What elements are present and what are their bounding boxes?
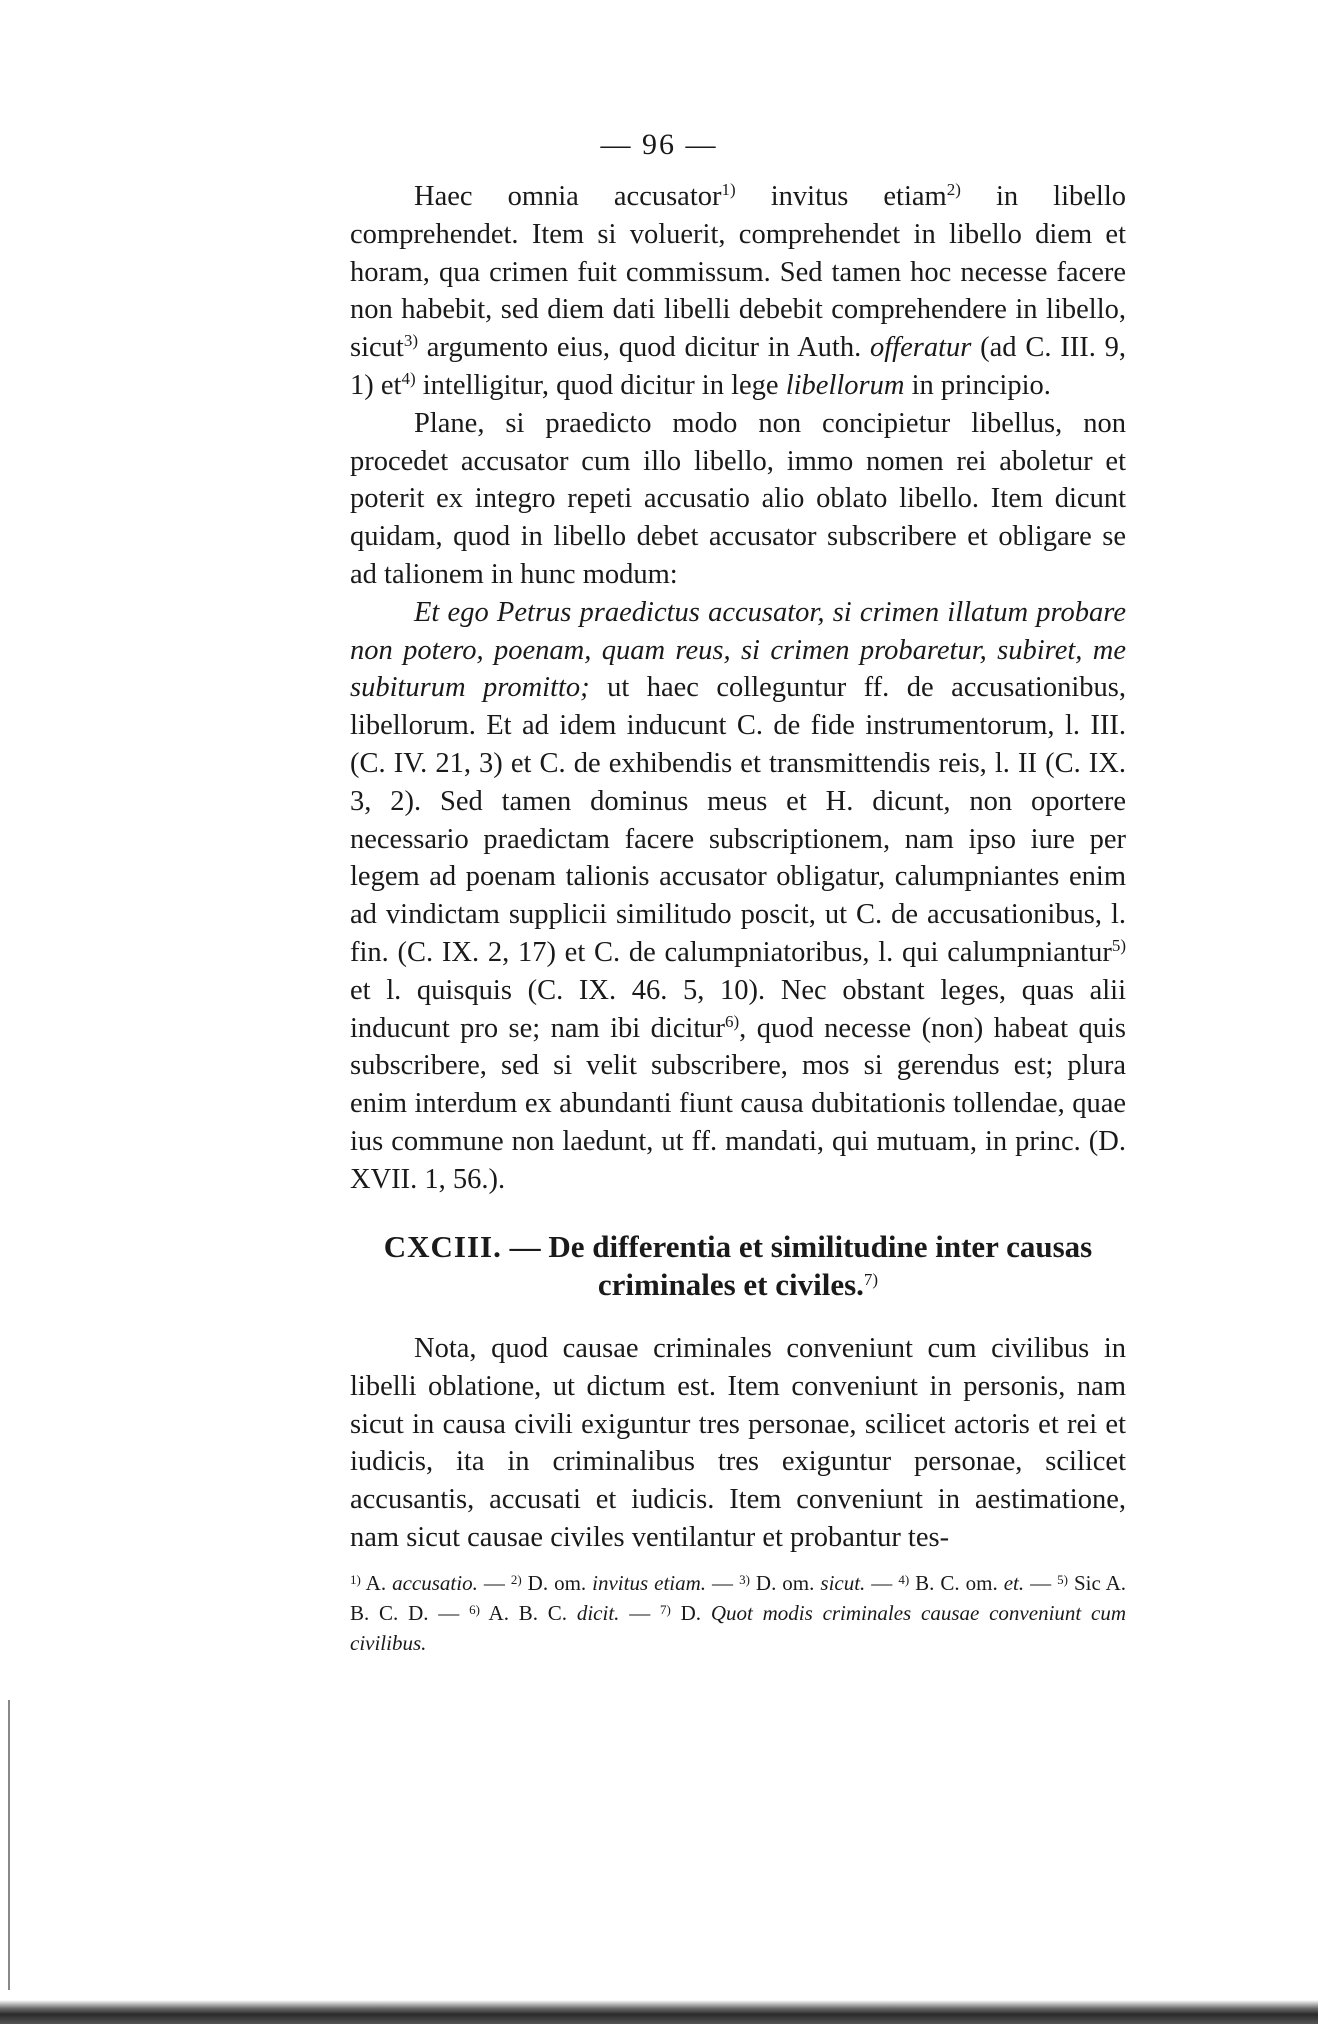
p3-text-2: et l. quisquis (C. IX. 46. 5, 10). Nec obstant leges, quas alii inducunt pro se; nam ibi dicitur: [350, 974, 1126, 1044]
p1-text-3: in libello comprehendet. Item si voluerit, comprehendet in libello diem et horam, qua crimen fuit commissum. Sed tamen hoc necesse facere non habebit, sed diem dati libelli debebit comprehendere in libello, sicut: [350, 181, 1126, 364]
scan-edge-bottom: [0, 2000, 1318, 2024]
footnote-4-text: B. C. om.: [909, 1571, 1004, 1595]
footnote-3-text: D. om.: [749, 1571, 821, 1595]
footnote-ref-7: 7): [863, 1270, 879, 1289]
p2-text-1: Plane, si praedicto modo non concipietur libellus, non procedet accusator cum illo libello, immo nomen rei aboletur et poterit ex integro repeti accusatio alio oblato libello. Item dicunt quidam, quod in libello debet accusator subscribere et obligare se ad talionem in hunc modum:: [350, 407, 1126, 590]
footnote-ref-6: 6): [725, 1011, 740, 1031]
p1-text-4: argumento eius, quod dicitur in Auth.: [418, 332, 871, 364]
footnote-4-sep: —: [1024, 1571, 1058, 1595]
footnote-3-italic: sicut.: [820, 1571, 866, 1595]
footnote-6-italic: dicit.: [576, 1601, 620, 1625]
footnote-5-text: Sic A. B. C. D. —: [350, 1571, 1127, 1625]
p1-text-5: (ad C. III. 9, 1) et: [350, 332, 1126, 401]
footnote-mark-3: 3): [739, 1572, 750, 1587]
footnote-2-italic: invitus etiam.: [592, 1571, 707, 1595]
section-dash: —: [501, 1229, 549, 1264]
section-text: [350, 1330, 1126, 1557]
footnote-ref-4: 4): [401, 368, 416, 388]
footnote-ref-5: 5): [1111, 935, 1126, 955]
footnote-mark-2: 2): [510, 1572, 522, 1587]
footnote-ref-1: 1): [721, 180, 736, 199]
footnote-ref-3: 3): [403, 331, 418, 351]
footnote-3-sep: —: [865, 1571, 899, 1595]
p1-text-2: invitus etiam: [735, 181, 947, 212]
paragraph-3: [350, 594, 1126, 1199]
p1-text-6: intelligitur, quod dicitur in lege: [415, 369, 786, 401]
footnote-6-sep: —: [619, 1601, 660, 1625]
p3-text-3: , quod necesse (non) habeat quis subscribere, sed si velit subscribere, mos si gerendus est; plura enim interdum ex abundanti fiunt causa dubitationis tollendae, quae ius commune non laedunt, ut ff. mandati, qui mutuam, in princ. (D. XVII. 1, 56.).: [350, 1012, 1126, 1195]
footnote-7-italic: Quot modis criminales causae conveniunt cum civilibus.: [350, 1601, 1127, 1655]
page-number: — 96 —: [600, 128, 718, 161]
footnote-mark-6: 6): [469, 1602, 480, 1617]
footnote-6-text: A. B. C.: [479, 1601, 577, 1625]
p1-text-1: Haec omnia accusator: [414, 181, 722, 212]
footnote-1-italic: accusatio.: [392, 1571, 478, 1595]
p1-text-7: in principio.: [904, 369, 1051, 401]
section-paragraph-1: Nota, quod causae criminales conveniunt cum civilibus in libelli oblatione, ut dictum est. Item conveniunt in personis, nam sicut in causa civili exiguntur tres personae, scilicet actoris et rei et iudicis, ita in criminalibus tres exiguntur personae, scilicet accusantis, accusati et iudicis. Item conveniunt in aestimatione, nam sicut causae civiles ventilantur et probantur tes-: [350, 1333, 1126, 1553]
p1-italic-offeratur: offeratur: [870, 332, 972, 364]
footnote-mark-1: 1): [350, 1572, 361, 1587]
section-heading: [350, 1228, 1126, 1304]
footnote-1-sep: —: [477, 1571, 511, 1595]
scan-edge-left: [8, 1700, 10, 1990]
footnote-4-italic: et.: [1003, 1571, 1025, 1595]
body-text: [350, 178, 1126, 1199]
footnote-mark-7: 7): [660, 1602, 671, 1617]
footnote-mark-4: 4): [898, 1572, 910, 1587]
footnote-ref-2: 2): [946, 180, 961, 199]
p1-italic-libellorum: libellorum: [785, 369, 905, 401]
section-number: CXCIII.: [383, 1229, 502, 1264]
p3-italic-formula: Et ego Petrus praedictus accusator, si crimen illatum probare non potero, poenam, quam reus, si crimen probaretur, subiret, me subiturum promitto;: [350, 596, 1126, 704]
paragraph-2: [350, 405, 1126, 594]
p3-text-1: ut haec colleguntur ff. de accusationibus, libellorum. Et ad idem inducunt C. de fide instrumentorum, l. III. (C. IV. 21, 3) et C. de exhibendis et transmittendis reis, l. II (C. IX. 3, 2). Sed tamen dominus meus et H. dicunt, non oportere necessario praedictam facere subscriptionem, nam ipso iure per legem ad poenam talionis accusator obligatur, calumpniantes enim ad vindictam supplicii similitudo poscit, ut C. de accusationibus, l. fin. (C. IX. 2, 17) et C. de calumpniatoribus, l. qui calumpniantur: [350, 672, 1126, 968]
footnote-2-text: D. om.: [521, 1571, 593, 1595]
section-title: De differentia et similitudine inter causas criminales et civiles.: [548, 1229, 1093, 1302]
paragraph-1: [350, 178, 1126, 405]
footnotes: [350, 1568, 1126, 1658]
footnote-2-sep: —: [706, 1571, 740, 1595]
footnote-1-text: A.: [360, 1571, 393, 1595]
footnote-mark-5: 5): [1057, 1572, 1068, 1587]
footnote-7-text: D.: [670, 1601, 711, 1625]
